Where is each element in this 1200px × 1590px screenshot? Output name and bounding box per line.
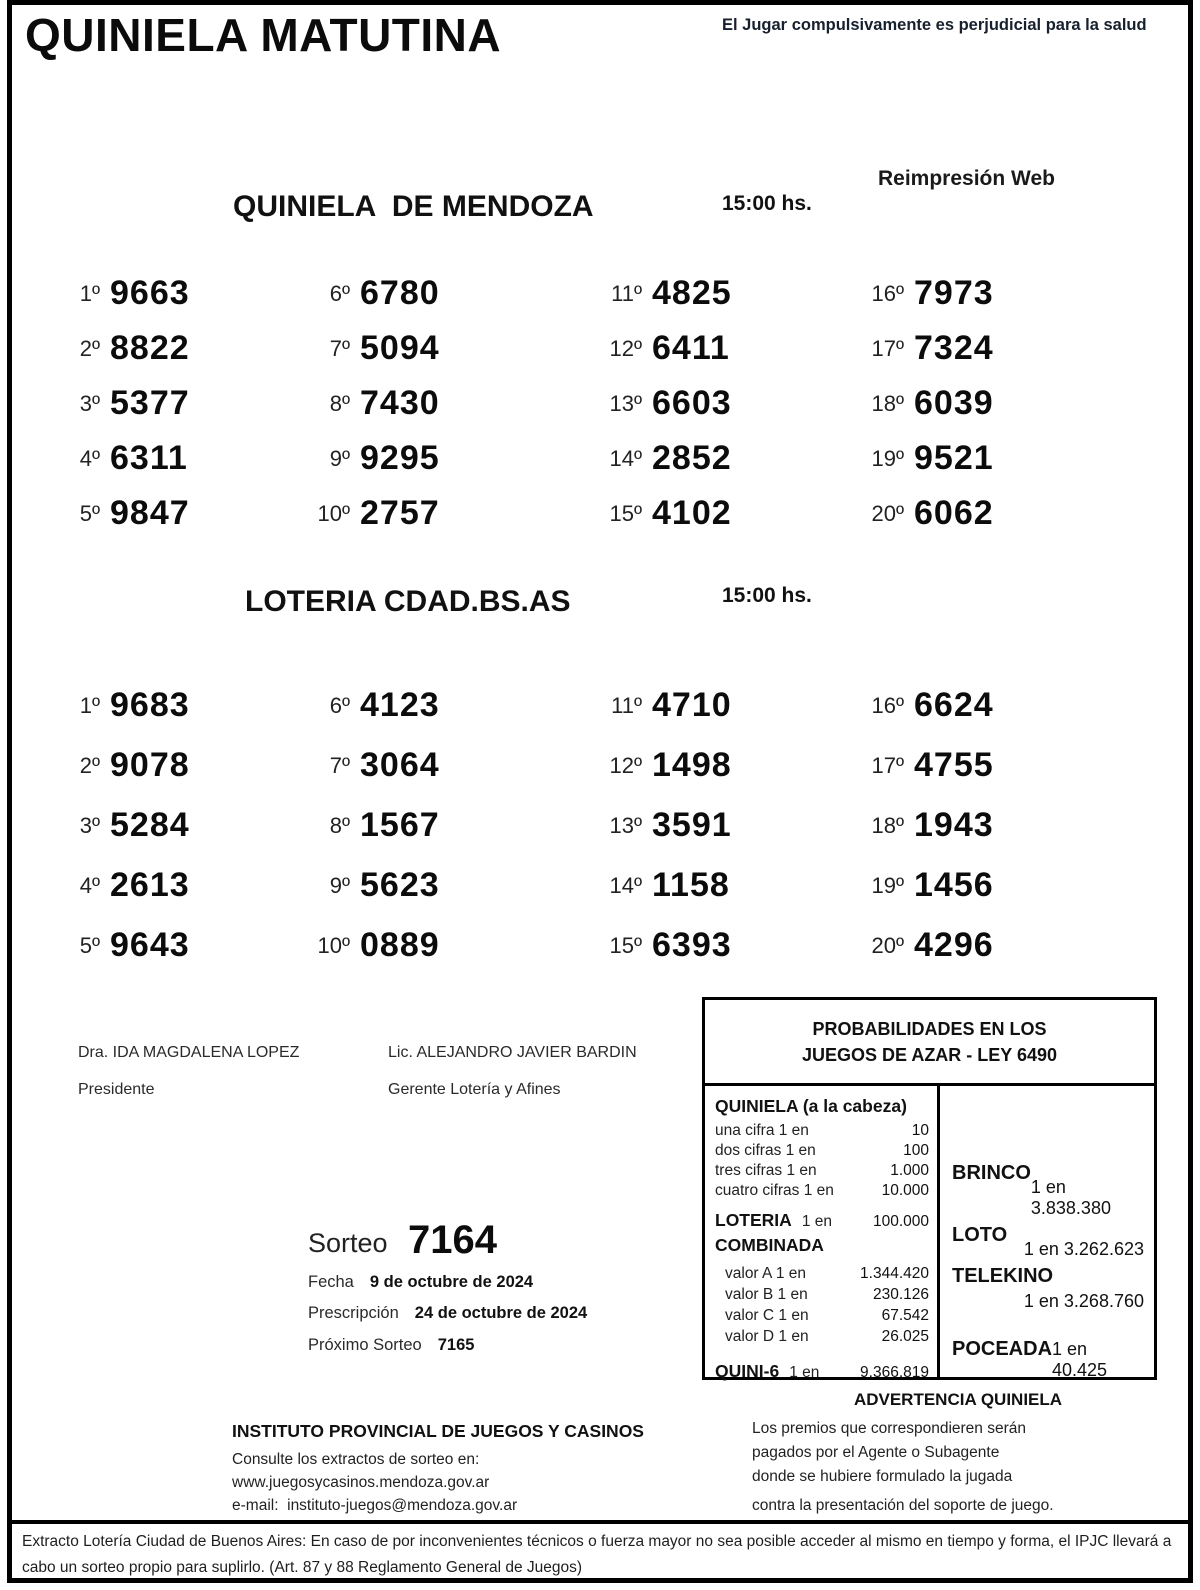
result-number: 6411 [652,329,730,367]
result-number: 6062 [914,494,994,532]
footer-note: Extracto Lotería Ciudad de Buenos Aires: En caso de por inconvenientes técnicos o fuerza mayor no sea posible acceder al mismo en tiempo y forma, el IPJC llevará a cabo un sorteo propio para suplirlo. (Art. 87 y 88 Reglamento General de Juegos) [22,1533,1172,1576]
result-position: 16º [871,693,904,718]
result-position: 8º [329,391,350,416]
odds-value: 230.126 [872,1286,929,1303]
probabilities-left-column [705,1086,940,1381]
sorteo-label: Sorteo [308,1228,388,1258]
result-cell [846,329,1114,384]
result-position: 7º [329,336,350,361]
result-position: 13º [609,391,642,416]
result-number: 9847 [110,494,190,532]
prescripcion-value: 24 de octubre de 2024 [414,1304,588,1322]
proximo-sorteo-label: Próximo Sorteo [308,1336,422,1354]
result-number: 1158 [652,866,730,904]
result-position: 19º [871,873,904,898]
advertencia-line: donde se hubiere formulado la jugada [752,1468,1013,1485]
game-odds: 1 en 3.262.623 [1023,1239,1144,1259]
result-number: 1498 [652,746,732,784]
result-cell [846,806,1114,866]
instituto-line: Consulte los extractos de sorteo en: [232,1451,480,1468]
result-number: 5623 [360,866,440,904]
game-name: BRINCO [952,1162,1031,1184]
result-number: 7973 [914,274,994,312]
result-position: 5º [79,501,100,526]
next-draw-row [308,1336,474,1355]
probabilities-title-line2: JUEGOS DE AZAR - LEY 6490 [801,1045,1058,1065]
result-cell [62,439,312,494]
probabilities-body [705,1086,1154,1381]
quini6-odds-value: 9.366.819 [860,1364,929,1381]
game-odds-row [952,1265,1144,1312]
result-position: 1º [79,281,100,306]
result-position: 10º [317,933,350,958]
result-cell [584,494,846,549]
odds-row [715,1181,929,1201]
game-name: LOTO [952,1224,1008,1246]
result-cell [584,439,846,494]
result-number: 0889 [360,926,440,964]
signatory-president-name: Dra. IDA MAGDALENA LOPEZ [78,1044,300,1061]
probabilities-title [705,1000,1154,1086]
result-cell [584,329,846,384]
result-cell [62,806,312,866]
game-odds-row [952,1338,1144,1381]
game-name: POCEADA [952,1338,1053,1360]
result-number: 3064 [360,746,440,784]
result-cell [584,686,846,746]
result-cell [62,866,312,926]
result-position: 12º [609,336,642,361]
result-cell [312,686,584,746]
draw-date-row [308,1273,533,1292]
result-cell [62,926,312,986]
advertencia-block [752,1390,1164,1518]
result-cell [846,746,1114,806]
bsas-results-grid [62,686,1114,986]
probabilities-right-column [940,1086,1154,1380]
odds-row [715,1161,929,1181]
result-position: 15º [609,933,642,958]
result-cell [846,384,1114,439]
result-number: 9521 [914,439,994,477]
result-number: 4755 [914,746,994,784]
result-number: 9643 [110,926,190,964]
result-cell [312,494,584,549]
result-number: 2852 [652,439,732,477]
quini6-odds-row [715,1361,929,1382]
result-position: 8º [329,813,350,838]
odds-row [725,1263,929,1284]
result-number: 5094 [360,329,440,367]
result-cell [62,746,312,806]
result-position: 13º [609,813,642,838]
result-cell [846,866,1114,926]
result-cell [584,384,846,439]
result-position: 20º [871,933,904,958]
result-cell [62,274,312,329]
result-position: 11º [611,281,642,306]
result-position: 12º [609,753,642,778]
result-position: 18º [871,813,904,838]
result-cell [312,866,584,926]
quini6-mid: 1 en [789,1364,820,1381]
result-position: 16º [871,281,904,306]
result-cell [846,494,1114,549]
footer-divider [12,1520,1188,1524]
odds-label: valor D 1 en [725,1328,809,1345]
section-time-bsas: 15:00 hs. [722,584,812,607]
game-odds-row [952,1162,1144,1219]
result-number: 3591 [652,806,732,844]
result-position: 9º [329,873,350,898]
result-number: 4102 [652,494,732,532]
result-position: 6º [329,693,350,718]
result-position: 6º [329,281,350,306]
instituto-block [232,1421,644,1517]
result-cell [312,274,584,329]
result-number: 4123 [360,686,440,724]
prescription-row [308,1304,587,1323]
section-time-mendoza: 15:00 hs. [722,192,812,215]
result-position: 5º [79,933,100,958]
result-position: 15º [609,501,642,526]
advertencia-line: Los premios que correspondieren serán [752,1420,1026,1437]
signatory-manager-role: Gerente Lotería y Afines [388,1081,561,1098]
combinada-odds-rows [715,1263,929,1347]
result-number: 7430 [360,384,440,422]
result-number: 2757 [360,494,440,532]
odds-row [715,1121,929,1141]
result-number: 6311 [110,439,188,477]
result-number: 5284 [110,806,190,844]
result-number: 9295 [360,439,440,477]
odds-label: cuatro cifras 1 en [715,1182,834,1199]
odds-value: 10 [911,1122,929,1139]
reprint-web-label: Reimpresión Web [878,167,1055,190]
section-title-mendoza: QUINIELA DE MENDOZA [233,190,594,223]
game-odds-row [952,1224,1144,1260]
game-name: TELEKINO [952,1265,1054,1287]
result-cell [846,686,1114,746]
odds-label: una cifra 1 en [715,1122,809,1139]
result-position: 3º [79,391,100,416]
result-cell [846,439,1114,494]
loteria-mid: 1 en [801,1213,832,1230]
mendoza-results-grid [62,274,1114,549]
page-title: QUINIELA MATUTINA [25,9,502,61]
odds-row [725,1305,929,1326]
instituto-name: INSTITUTO PROVINCIAL DE JUEGOS Y CASINOS [232,1421,644,1441]
advertencia-line: pagados por el Agente o Subagente [752,1444,1000,1461]
result-position: 17º [871,336,904,361]
odds-row [725,1326,929,1347]
result-number: 9683 [110,686,190,724]
section-title-bsas: LOTERIA CDAD.BS.AS [245,585,571,618]
probabilities-title-line1: PROBABILIDADES EN LOS [812,1019,1047,1039]
result-position: 10º [317,501,350,526]
instituto-contact-lines [232,1448,644,1517]
result-position: 7º [329,753,350,778]
result-cell [312,329,584,384]
result-position: 4º [79,873,100,898]
result-position: 2º [79,753,100,778]
result-number: 2613 [110,866,190,904]
result-cell [312,806,584,866]
sorteo-number: 7164 [408,1218,497,1262]
instituto-line: www.juegosycasinos.mendoza.gov.ar [232,1474,490,1491]
result-number: 6624 [914,686,994,724]
result-cell [584,866,846,926]
signatory-manager-name: Lic. ALEJANDRO JAVIER BARDIN [388,1044,637,1061]
result-position: 4º [79,446,100,471]
odds-value: 26.025 [881,1328,929,1345]
odds-value: 10.000 [881,1182,929,1199]
result-cell [62,686,312,746]
odds-label: valor B 1 en [725,1286,808,1303]
result-number: 1456 [914,866,994,904]
health-warning-text: El Jugar compulsivamente es perjudicial para la salud [722,16,1147,34]
odds-row [725,1284,929,1305]
result-number: 9663 [110,274,190,312]
result-position: 3º [79,813,100,838]
odds-value: 67.542 [881,1307,929,1324]
result-cell [312,384,584,439]
result-number: 1943 [914,806,994,844]
result-cell [312,926,584,986]
result-cell [62,329,312,384]
result-position: 11º [611,693,642,718]
result-number: 1567 [360,806,440,844]
odds-label: valor A 1 en [725,1265,807,1282]
result-number: 5377 [110,384,190,422]
result-cell [584,274,846,329]
result-number: 4296 [914,926,994,964]
odds-value: 1.000 [890,1162,929,1179]
odds-label: tres cifras 1 en [715,1162,817,1179]
fecha-value: 9 de octubre de 2024 [369,1273,534,1291]
result-number: 9078 [110,746,190,784]
result-number: 6393 [652,926,732,964]
game-odds: 1 en 40.425 [1052,1339,1108,1380]
result-number: 4825 [652,274,732,312]
odds-label: dos cifras 1 en [715,1142,816,1159]
result-position: 20º [871,501,904,526]
result-cell [312,439,584,494]
odds-row [715,1141,929,1161]
signatory-president-role: Presidente [78,1081,155,1098]
game-odds: 1 en 3.268.760 [1023,1291,1144,1311]
result-cell [584,926,846,986]
advertencia-title: ADVERTENCIA QUINIELA [853,1390,1063,1409]
loteria-label: LOTERIA [715,1210,792,1230]
result-number: 7324 [914,329,994,367]
result-position: 14º [609,446,642,471]
loteria-odds-value: 100.000 [872,1213,929,1230]
result-position: 1º [79,693,100,718]
combinada-heading: COMBINADA [715,1235,824,1255]
probabilities-box [702,997,1157,1380]
result-position: 19º [871,446,904,471]
quini6-label: QUINI-6 [715,1361,780,1381]
result-cell [62,384,312,439]
fecha-label: Fecha [308,1273,354,1291]
quiniela-odds-rows [715,1121,929,1201]
result-number: 6603 [652,384,732,422]
advertencia-text [752,1417,1164,1518]
result-number: 6780 [360,274,440,312]
result-number: 8822 [110,329,190,367]
prescripcion-label: Prescripción [308,1304,399,1322]
result-number: 4710 [652,686,732,724]
result-position: 9º [329,446,350,471]
result-number: 6039 [914,384,994,422]
odds-value: 1.344.420 [860,1265,929,1282]
result-cell [846,274,1114,329]
result-position: 2º [79,336,100,361]
game-odds: 1 en 3.838.380 [1030,1177,1111,1218]
loteria-odds-row [715,1210,929,1231]
odds-label: valor C 1 en [725,1307,809,1324]
quiniela-odds-heading: QUINIELA (a la cabeza) [715,1096,907,1116]
instituto-line: e-mail: instituto-juegos@mendoza.gov.ar [232,1497,518,1514]
result-cell [584,746,846,806]
odds-value: 100 [903,1142,929,1159]
result-position: 18º [871,391,904,416]
result-cell [846,926,1114,986]
result-position: 17º [871,753,904,778]
result-cell [312,746,584,806]
advertencia-line: contra la presentación del soporte de juego. [752,1497,1054,1514]
proximo-sorteo-value: 7165 [437,1336,475,1354]
result-cell [584,806,846,866]
result-position: 14º [609,873,642,898]
result-cell [62,494,312,549]
